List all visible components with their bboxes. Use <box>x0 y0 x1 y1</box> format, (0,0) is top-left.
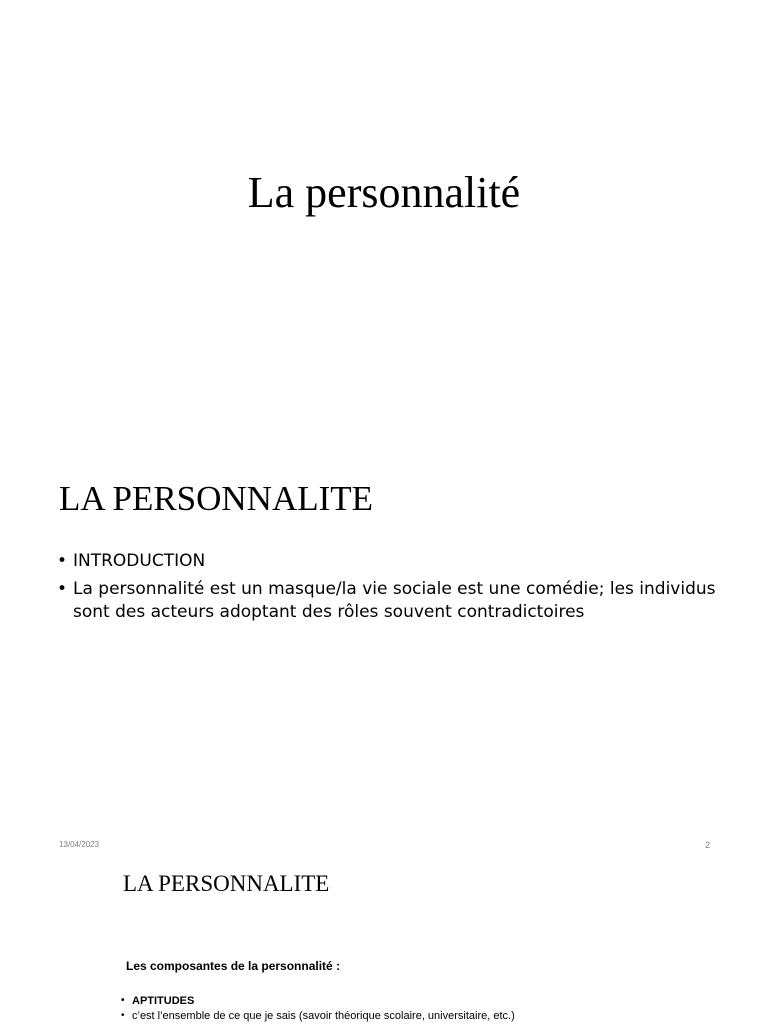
bullet-item <box>57 578 737 624</box>
bullet-item <box>121 994 681 1009</box>
bullet-icon: • <box>121 1010 125 1021</box>
slide-2 <box>0 432 768 864</box>
section-subheading: Les composantes de la personnalité : <box>126 959 341 973</box>
bullet-text: APTITUDES <box>132 995 195 1007</box>
slide-1 <box>0 0 768 432</box>
slide-title: LA PERSONNALITE <box>59 479 374 518</box>
bullet-text: INTRODUCTION <box>73 551 206 571</box>
bullet-icon: • <box>57 551 68 571</box>
footer-date: 13/04/2023 <box>59 840 100 849</box>
page-number: 2 <box>704 840 710 850</box>
slide-3 <box>0 864 768 1024</box>
bullet-icon: • <box>121 995 125 1006</box>
bullet-list <box>121 994 681 1024</box>
bullet-icon: • <box>57 579 68 599</box>
slide-title: La personnalité <box>247 168 521 217</box>
bullet-text: La personnalité est un masque/la vie sociale est une comédie; les individus sont des acteurs adoptant des rôles souvent contradictoires <box>73 579 716 622</box>
slide-title: LA PERSONNALITE <box>123 871 330 896</box>
bullet-list <box>57 550 737 629</box>
bullet-item <box>121 1009 681 1024</box>
bullet-text: c’est l’ensemble de ce que je sais (savoir théorique scolaire, universitaire, etc.) <box>132 1010 515 1022</box>
bullet-item <box>57 550 737 573</box>
